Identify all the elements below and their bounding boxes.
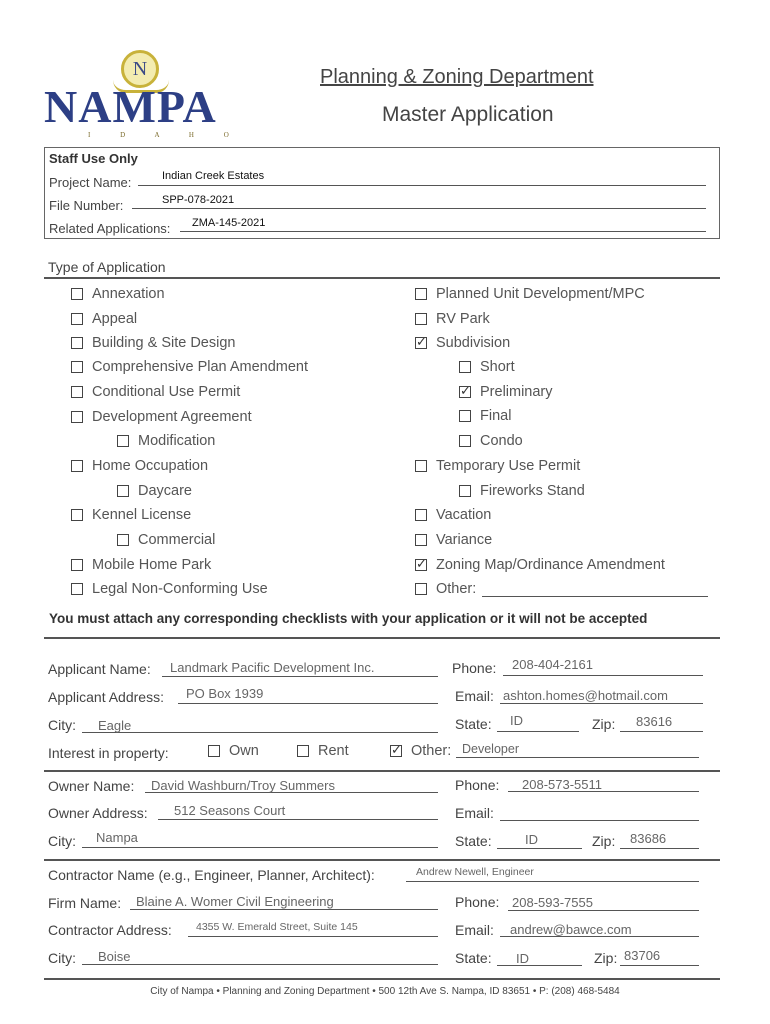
option-label: Other: <box>436 581 477 597</box>
owner-name-label: Owner Name: <box>48 778 135 794</box>
checkbox[interactable] <box>71 411 83 423</box>
checkbox-checked[interactable] <box>415 337 427 349</box>
applicant-address-value: PO Box 1939 <box>186 686 264 701</box>
checkbox-checked[interactable] <box>415 559 427 571</box>
option-label: Kennel License <box>92 507 192 523</box>
footer-contact: City of Nampa • Planning and Zoning Department • 500 12th Ave S. Nampa, ID 83651 • P: (208) 468-5484 <box>150 986 620 997</box>
contractor-email-label: Email: <box>455 922 494 938</box>
nampa-wordmark: NAMPA <box>44 81 217 132</box>
checkbox[interactable] <box>415 288 427 300</box>
checkbox[interactable] <box>415 509 427 521</box>
applicant-name-label: Applicant Name: <box>48 661 151 677</box>
type-of-application-heading: Type of Application <box>48 259 166 275</box>
option-label: Subdivision <box>436 335 511 351</box>
checkbox[interactable] <box>117 435 129 447</box>
owner-zip-label: Zip: <box>592 833 616 849</box>
option-label: Home Occupation <box>92 458 209 474</box>
firm-name-label: Firm Name: <box>48 895 122 911</box>
contractor-city-value: Boise <box>98 949 131 964</box>
option-label: Own <box>229 743 259 759</box>
application-type-option[interactable] <box>459 359 515 375</box>
application-type-option[interactable] <box>415 458 580 474</box>
application-type-option[interactable] <box>71 409 252 425</box>
contractor-city-label: City: <box>48 950 76 966</box>
applicant-name-value: Landmark Pacific Development Inc. <box>170 660 375 675</box>
application-type-option[interactable] <box>117 483 192 499</box>
checkbox[interactable] <box>208 745 220 757</box>
interest-label: Interest in property: <box>48 745 169 761</box>
checkbox-checked[interactable] <box>459 386 471 398</box>
project-name-value: Indian Creek Estates <box>162 170 265 182</box>
application-type-option[interactable] <box>459 483 585 499</box>
related-applications-label: Related Applications: <box>49 221 171 236</box>
application-type-option[interactable] <box>71 557 211 573</box>
application-type-option[interactable] <box>71 335 235 351</box>
owner-phone-label: Phone: <box>455 777 500 793</box>
interest-own-option[interactable] <box>208 743 259 759</box>
contractor-name-label: Contractor Name (e.g., Engineer, Planner, Architect): <box>48 867 375 883</box>
applicant-zip-label: Zip: <box>592 716 616 732</box>
checkbox[interactable] <box>459 485 471 497</box>
section-divider <box>44 770 720 772</box>
owner-city-label: City: <box>48 833 76 849</box>
applicant-email-label: Email: <box>455 688 494 704</box>
option-label: RV Park <box>436 311 490 327</box>
option-label: Modification <box>138 433 216 449</box>
section-divider <box>44 277 720 279</box>
contractor-name-value: Andrew Newell, Engineer <box>416 866 534 878</box>
attachment-warning: You must attach any corresponding checklists with your application or it will not be accepted <box>49 611 648 626</box>
option-label: Short <box>480 359 515 375</box>
checkbox[interactable] <box>71 313 83 325</box>
option-label: Mobile Home Park <box>92 557 212 573</box>
staff-heading: Staff Use Only <box>49 151 138 166</box>
option-label: Other: <box>411 743 452 759</box>
logo-subtext: I D A H O <box>88 131 243 139</box>
checkbox[interactable] <box>71 509 83 521</box>
interest-other-option[interactable] <box>390 743 451 759</box>
applicant-state-label: State: <box>455 716 492 732</box>
application-type-option[interactable] <box>71 359 308 375</box>
option-label: Temporary Use Permit <box>436 458 581 474</box>
applicant-phone-value: 208-404-2161 <box>512 657 593 672</box>
other-type-field[interactable] <box>482 582 708 597</box>
applicant-city-label: City: <box>48 717 76 733</box>
checkbox[interactable] <box>297 745 309 757</box>
application-type-option[interactable] <box>415 286 645 302</box>
application-type-option[interactable] <box>459 384 553 400</box>
owner-city-value: Nampa <box>96 830 138 845</box>
option-label: Rent <box>318 743 349 759</box>
application-type-option[interactable] <box>415 532 492 548</box>
checkbox[interactable] <box>71 337 83 349</box>
applicant-email-value: ashton.homes@hotmail.com <box>503 688 668 703</box>
application-type-option[interactable] <box>459 408 511 424</box>
checkbox[interactable] <box>117 485 129 497</box>
section-divider <box>44 978 720 980</box>
owner-email-field[interactable] <box>500 806 699 821</box>
applicant-address-label: Applicant Address: <box>48 689 164 705</box>
department-title: Planning & Zoning Department <box>320 66 594 88</box>
contractor-zip-value: 83706 <box>624 948 661 963</box>
option-label: Variance <box>436 532 493 548</box>
contractor-phone-label: Phone: <box>455 894 500 910</box>
contractor-address-value: 4355 W. Emerald Street, Suite 145 <box>196 921 358 933</box>
application-type-option[interactable] <box>415 311 490 327</box>
application-type-option[interactable] <box>415 581 476 597</box>
application-type-option[interactable] <box>415 507 491 523</box>
application-type-option[interactable] <box>117 532 215 548</box>
checkbox[interactable] <box>459 410 471 422</box>
firm-name-value: Blaine A. Womer Civil Engineering <box>136 894 334 909</box>
owner-name-value: David Washburn/Troy Summers <box>151 778 335 793</box>
applicant-zip-value: 83616 <box>636 714 673 729</box>
option-label: Appeal <box>92 311 138 327</box>
option-label: Condo <box>480 433 523 449</box>
option-label: Commercial <box>138 532 216 548</box>
option-label: Final <box>480 408 512 424</box>
file-number-value: SPP-078-2021 <box>162 194 235 206</box>
application-type-option[interactable] <box>415 335 510 351</box>
checkbox[interactable] <box>71 386 83 398</box>
owner-state-label: State: <box>455 833 492 849</box>
option-label: Daycare <box>138 483 192 499</box>
option-label: Preliminary <box>480 384 553 400</box>
application-type-option[interactable] <box>71 507 191 523</box>
option-label: Comprehensive Plan Amendment <box>92 359 309 375</box>
contractor-phone-value: 208-593-7555 <box>512 895 593 910</box>
option-label: Annexation <box>92 286 165 302</box>
section-divider <box>44 859 720 861</box>
owner-state-field[interactable] <box>497 834 582 849</box>
application-type-option[interactable] <box>459 433 523 449</box>
checkbox[interactable] <box>71 583 83 595</box>
seal-letter: N <box>132 57 148 80</box>
application-type-option[interactable] <box>415 557 665 573</box>
checkbox[interactable] <box>71 288 83 300</box>
owner-email-label: Email: <box>455 805 494 821</box>
section-divider <box>44 637 720 639</box>
application-type-option[interactable] <box>71 286 165 302</box>
applicant-phone-label: Phone: <box>452 660 497 676</box>
option-label: Conditional Use Permit <box>92 384 241 400</box>
applicant-state-value: ID <box>510 713 523 728</box>
application-type-option[interactable] <box>117 433 215 449</box>
checkbox[interactable] <box>459 435 471 447</box>
checkbox[interactable] <box>415 460 427 472</box>
option-label: Zoning Map/Ordinance Amendment <box>436 557 665 573</box>
owner-state-value: ID <box>525 832 538 847</box>
applicant-city-value: Eagle <box>98 718 132 733</box>
contractor-state-label: State: <box>455 950 492 966</box>
contractor-city-field[interactable] <box>82 950 438 965</box>
application-type-option[interactable] <box>71 384 240 400</box>
option-label: Fireworks Stand <box>480 483 585 499</box>
contractor-address-label: Contractor Address: <box>48 922 172 938</box>
application-type-option[interactable] <box>71 458 208 474</box>
owner-address-label: Owner Address: <box>48 805 148 821</box>
related-applications-value: ZMA-145-2021 <box>192 217 266 229</box>
project-name-label: Project Name: <box>49 175 132 190</box>
option-label: Planned Unit Development/MPC <box>436 286 645 302</box>
owner-address-value: 512 Seasons Court <box>174 803 286 818</box>
contractor-state-value: ID <box>516 951 529 966</box>
contractor-zip-label: Zip: <box>594 950 618 966</box>
application-type-option[interactable] <box>71 581 268 597</box>
option-label: Development Agreement <box>92 409 252 425</box>
contractor-email-value: andrew@bawce.com <box>510 922 632 937</box>
option-label: Legal Non-Conforming Use <box>92 581 268 597</box>
checkbox[interactable] <box>71 361 83 373</box>
applicant-city-field[interactable] <box>82 718 438 733</box>
owner-phone-value: 208-573-5511 <box>522 777 602 792</box>
owner-zip-value: 83686 <box>630 831 667 846</box>
interest-other-value: Developer <box>462 742 519 756</box>
interest-rent-option[interactable] <box>297 743 349 759</box>
application-type-option[interactable] <box>71 311 137 327</box>
file-number-label: File Number: <box>49 198 124 213</box>
form-title: Master Application <box>382 103 554 126</box>
option-label: Building & Site Design <box>92 335 236 351</box>
checkbox[interactable] <box>459 361 471 373</box>
checkbox[interactable] <box>71 460 83 472</box>
checkbox[interactable] <box>415 534 427 546</box>
checkbox[interactable] <box>117 534 129 546</box>
option-label: Vacation <box>436 507 492 523</box>
checkbox[interactable] <box>71 559 83 571</box>
checkbox[interactable] <box>415 313 427 325</box>
checkbox-checked[interactable] <box>390 745 402 757</box>
checkbox[interactable] <box>415 583 427 595</box>
contractor-state-field[interactable] <box>497 951 582 966</box>
